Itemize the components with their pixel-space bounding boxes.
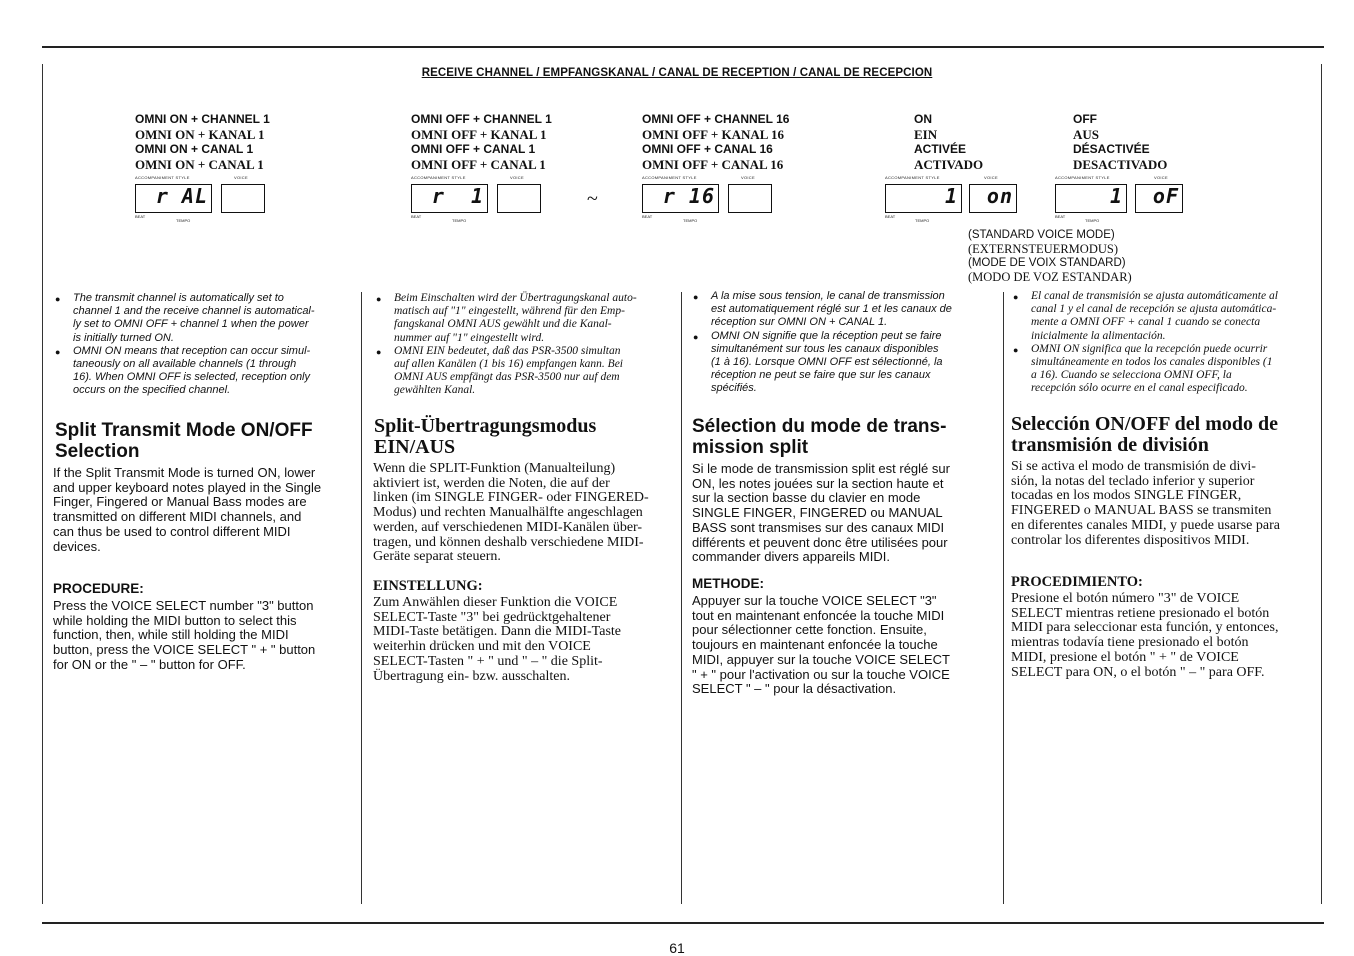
procedure-body-en — [53, 599, 315, 673]
mode-omni-on-ch1 — [135, 112, 270, 172]
mode-line: OMNI OFF + KANAL 1 — [411, 127, 547, 142]
body-line: controlar los diferentes dispositivos MIDI. — [1011, 532, 1250, 548]
bullet-line: A la mise sous tension, le canal de transmission — [711, 290, 945, 302]
body-line: and upper keyboard notes played in the Single — [53, 479, 322, 495]
mode-line: OMNI OFF + CHANNEL 1 — [411, 112, 552, 126]
body-line: différents et peuvent donc être utilisées pour — [692, 534, 948, 550]
body-line: MIDI-Taste betätigen. Dann die MIDI-Taste — [373, 624, 622, 640]
lcd-voice-display: oF — [1135, 184, 1183, 213]
bullet-line: OMNI EIN bedeutet, daß das PSR-3500 simultan — [394, 344, 621, 357]
lcd-display-omni-on — [135, 175, 275, 225]
body-line: SELECT-Taste "3" bei gedrücktgehaltener — [373, 609, 611, 625]
bullet-line: réception sur OMNI ON + CANAL 1. — [711, 316, 888, 329]
lcd-label-tempo: TEMPO — [915, 218, 930, 223]
body-line: SELECT " – " pour la désactivation. — [692, 681, 897, 697]
bullet-line: a 16). Cuando se selecciona OMNI OFF, la — [1031, 369, 1232, 382]
bullet-line: fangskanal OMNI AUS gewählt und die Kanal- — [394, 318, 612, 331]
mode-on — [914, 112, 983, 172]
mode-line: OFF — [1073, 112, 1097, 126]
mode-line: DÉSACTIVÉE — [1073, 142, 1150, 156]
body-line: Finger, Fingered or Manual Bass modes are — [53, 494, 307, 510]
body-line: Modus) und rechten Manualhälfte angeschlagen — [373, 505, 643, 521]
bullet-item: ● OMNI EIN bedeutet, daß das PSR-3500 simultan auf allen Kanälen (1 bis 16) empfangen kann. Bei OMNI AUS empfängt das PSR-3500 nur auf dem gewählten Kanal. — [376, 345, 676, 398]
lcd-label-accompaniment: ACCOMPANIMENT STYLE — [135, 175, 190, 180]
heading-line: Split-Übertragungsmodus — [374, 415, 597, 437]
heading-line: EIN/AUS — [374, 436, 456, 458]
lcd-display-omni-off-ch16 — [642, 175, 782, 225]
body-line: linken (im SINGLE FINGER- oder FINGERED- — [373, 490, 649, 506]
heading-line: mission split — [692, 437, 809, 458]
mode-off — [1073, 112, 1167, 172]
lcd-display-off — [1055, 175, 1195, 225]
body-line: BASS sont transmises sur des canaux MIDI — [692, 519, 945, 535]
procedure-body-fr — [692, 594, 950, 697]
page-title: RECEIVE CHANNEL / EMPFANGSKANAL / CANAL DE RECEPTION / CANAL DE RECEPCION — [421, 67, 933, 79]
lcd-segment-display: 1 — [885, 184, 962, 213]
body-line: for ON or the " – " button for OFF. — [53, 656, 246, 672]
bullet-line: OMNI AUS empfängt das PSR-3500 nur auf dem — [394, 371, 620, 384]
bullet-line: taneously on all available channels (1 through — [73, 358, 297, 371]
range-tilde: ~ — [587, 188, 598, 210]
body-line: Übertragung ein- bzw. ausschalten. — [373, 668, 570, 684]
bullet-line: spécifiés. — [711, 382, 757, 395]
mode-line: OMNI OFF + CHANNEL 16 — [642, 112, 790, 126]
body-line: en diferentes canales MIDI, y puede usarse para — [1011, 517, 1280, 533]
section-heading-en — [55, 420, 313, 462]
bullet-line: inicialmente la alimentación. — [1031, 329, 1166, 342]
bullet-line: OMNI ON signifie que la réception peut se faire — [711, 329, 942, 342]
mode-line: OMNI ON + CANAL 1 — [135, 157, 264, 172]
section-heading-de — [374, 416, 596, 458]
mode-line: OMNI OFF + CANAL 1 — [411, 142, 536, 156]
lcd-label-tempo: TEMPO — [683, 218, 698, 223]
lcd-label-accompaniment: ACCOMPANIMENT STYLE — [411, 175, 466, 180]
bullet-line: The transmit channel is automatically set to — [73, 292, 284, 304]
body-line: SELECT para ON, o el botón " – " para OFF. — [1011, 664, 1265, 680]
bullet-item: ● OMNI ON signifie que la réception peut se faire simultanément sur tous les canaux disponibles (1 à 16). Lorsque OMNI OFF est sélectionné, la réception ne peut se faire que sur les canaux spécifiés. — [693, 330, 998, 396]
bullet-list-fr — [693, 290, 998, 396]
body-line: while holding the MIDI button to select this — [53, 612, 297, 628]
bullet-line: 16). When OMNI OFF is selected, reception only — [73, 371, 310, 384]
mode-line: OMNI OFF + KANAL 16 — [642, 127, 784, 142]
section-body-en — [53, 466, 321, 554]
bullet-line: OMNI ON means that reception can occur simul- — [73, 344, 311, 357]
procedure-title-es: PROCEDIMIENTO: — [1011, 574, 1143, 590]
lcd-display-omni-off-ch1 — [411, 175, 551, 225]
bullet-line: simultanément sur tous les canaux disponibles — [711, 342, 939, 355]
bullet-line: réception ne peut se faire que sur les canaux — [711, 369, 931, 382]
body-line: Presione el botón número "3" de VOICE — [1011, 591, 1240, 606]
bullet-list-de — [376, 292, 676, 398]
lcd-voice-display — [728, 184, 772, 213]
lcd-label-voice: VOICE — [510, 175, 524, 180]
body-line: button, press the VOICE SELECT " + " button — [53, 642, 316, 658]
lcd-label-beat: BEAT — [642, 214, 653, 219]
mode-line: ACTIVADO — [914, 157, 984, 172]
note-line: (STANDARD VOICE MODE) — [968, 229, 1115, 241]
body-line: Appuyer sur la touche VOICE SELECT "3" — [692, 593, 937, 608]
bullet-item: ● El canal de transmisión se ajusta automáticamente al canal 1 y el canal de recepción se ajusta automática- mente a OMNI OFF + canal 1 cuando se conecta inicialmente la alimentación. — [1013, 290, 1318, 343]
heading-line: transmisión de división — [1011, 434, 1209, 456]
lcd-voice-display: on — [969, 184, 1017, 213]
mode-line: ON — [914, 112, 932, 126]
bullet-line: is initially turned ON. — [73, 331, 174, 344]
lcd-segment-display: r 1 — [411, 184, 488, 213]
bullet-line: (1 à 16). Lorsque OMNI OFF est sélectionné, la — [711, 356, 943, 369]
bullet-line: mente a OMNI OFF + canal 1 cuando se conecta — [1031, 316, 1261, 329]
body-line: Press the VOICE SELECT number "3" button — [53, 598, 314, 613]
lcd-label-voice: VOICE — [741, 175, 755, 180]
bullet-list-en — [55, 292, 355, 398]
procedure-body-es — [1011, 592, 1278, 680]
column-divider-1 — [361, 292, 362, 904]
bullet-line: matisch auf "1" eingestellt, während für den Emp- — [394, 305, 625, 318]
body-line: commander divers appareils MIDI. — [692, 549, 890, 565]
top-rule — [42, 46, 1324, 48]
body-line: FINGERED o MANUAL BASS se transmiten — [1011, 503, 1272, 519]
section-heading-es — [1011, 414, 1278, 456]
body-line: Si se activa el modo de transmisión de divi- — [1011, 459, 1256, 474]
procedure-title-fr: METHODE: — [692, 576, 764, 591]
body-line: SELECT mientras retiene presionado el botón — [1011, 605, 1270, 621]
lcd-label-voice: VOICE — [1154, 175, 1168, 180]
body-line: mientras todavía tiene presionado el botón — [1011, 635, 1249, 651]
heading-line: Selection — [55, 441, 140, 462]
body-line: If the Split Transmit Mode is turned ON, lower — [53, 465, 316, 480]
bullet-line: gewählten Kanal. — [394, 384, 476, 397]
body-line: transmitted on different MIDI channels, and — [53, 509, 302, 525]
section-body-de — [373, 462, 649, 565]
body-line: toujours en maintenant enfoncée la touche — [692, 637, 938, 653]
bullet-line: Beim Einschalten wird der Übertragungskanal auto- — [394, 292, 637, 304]
body-line: sur la section basse du clavier en mode — [692, 490, 921, 506]
body-line: Si le mode de transmission split est réglé sur — [692, 461, 950, 476]
lcd-label-beat: BEAT — [135, 214, 146, 219]
bullet-line: OMNI ON significa que la recepción puede ocurrir — [1031, 342, 1268, 355]
mode-line: OMNI ON + CANAL 1 — [135, 142, 254, 156]
bullet-line: ly set to OMNI OFF + channel 1 when the power — [73, 318, 309, 331]
lcd-voice-display — [221, 184, 265, 213]
body-line: can thus be used to control different MIDI — [53, 523, 291, 539]
body-line: sión, la notas del teclado inferior y superior — [1011, 473, 1255, 489]
bullet-item: ● The transmit channel is automatically set to channel 1 and the receive channel is automatical- ly set to OMNI OFF + channel 1 when the power is initially turned ON. — [55, 292, 355, 345]
note-line: (MODO DE VOZ ESTANDAR) — [968, 270, 1132, 284]
standard-mode-note — [968, 228, 1132, 284]
body-line: MIDI, presione el botón " + " de VOICE — [1011, 649, 1239, 665]
bullet-line: nummer auf "1" eingestellt wird. — [394, 331, 545, 344]
lcd-label-accompaniment: ACCOMPANIMENT STYLE — [1055, 175, 1110, 180]
bullet-item: ● OMNI ON significa que la recepción puede ocurrir simultáneamente en todos los canales disponibles (1 a 16). Cuando se selecciona OMNI OFF, la recepción sólo ocurre en el canal especificado. — [1013, 343, 1318, 396]
mode-line: ACTIVÉE — [914, 142, 967, 156]
procedure-title-en: PROCEDURE: — [53, 581, 144, 596]
bullet-list-es — [1013, 290, 1318, 396]
lcd-voice-display — [497, 184, 541, 213]
lcd-segment-display: r 16 — [642, 184, 719, 213]
body-line: ON, les notes jouées sur la section haute et — [692, 475, 944, 491]
bullet-item: ● OMNI ON means that reception can occur simul- taneously on all available channels (1 through 16). When OMNI OFF is selected, reception only occurs on the specified channel. — [55, 345, 355, 398]
bullet-line: simultáneamente en todos los canales disponibles (1 — [1031, 356, 1273, 369]
bullet-item: ● Beim Einschalten wird der Übertragungskanal auto- matisch auf "1" eingestellt, während für den Emp- fangskanal OMNI AUS gewählt und die Kanal- nummer auf "1" eingestellt wird. — [376, 292, 676, 345]
lcd-label-beat: BEAT — [1055, 214, 1066, 219]
lcd-segment-display: r AL — [135, 184, 212, 213]
lcd-label-accompaniment: ACCOMPANIMENT STYLE — [642, 175, 697, 180]
body-line: " + " pour l'activation ou sur la touche VOICE — [692, 666, 950, 682]
body-line: weiterhin drücken und mit den VOICE — [373, 639, 591, 655]
body-line: SINGLE FINGER, FINGERED ou MANUAL — [692, 505, 943, 521]
body-line: tragen, und können deshalb verschiedene MIDI- — [373, 534, 644, 550]
bullet-line: El canal de transmisión se ajusta automáticamente al — [1031, 290, 1278, 302]
heading-line: Selección ON/OFF del modo de — [1011, 413, 1279, 435]
mode-line: OMNI ON + CHANNEL 1 — [135, 112, 270, 126]
lcd-label-voice: VOICE — [984, 175, 998, 180]
note-line: (MODE DE VOIX STANDARD) — [968, 257, 1126, 269]
mode-omni-off-ch1 — [411, 112, 552, 172]
lcd-label-beat: BEAT — [885, 214, 896, 219]
bottom-rule — [42, 922, 1324, 924]
body-line: MIDI, appuyer sur la touche VOICE SELECT — [692, 651, 950, 667]
left-border — [42, 64, 43, 904]
lcd-label-accompaniment: ACCOMPANIMENT STYLE — [885, 175, 940, 180]
bullet-item: ● A la mise sous tension, le canal de transmission est automatiquement réglé sur 1 et les canaux de réception sur OMNI ON + CANAL 1. — [693, 290, 998, 330]
lcd-label-tempo: TEMPO — [1085, 218, 1100, 223]
heading-line: Split Transmit Mode ON/OFF — [55, 420, 313, 441]
column-divider-2 — [681, 292, 682, 904]
procedure-title-de: EINSTELLUNG: — [373, 578, 483, 594]
note-line: (EXTERNSTEUERMODUS) — [968, 242, 1118, 256]
mode-line: OMNI OFF + CANAL 16 — [642, 142, 773, 156]
bullet-line: est automatiquement réglé sur 1 et les canaux de — [711, 303, 952, 316]
lcd-label-tempo: TEMPO — [452, 218, 467, 223]
mode-line: OMNI OFF + CANAL 16 — [642, 157, 784, 172]
bullet-line: channel 1 and the receive channel is automatical- — [73, 305, 315, 318]
right-border — [1321, 64, 1322, 904]
body-line: pour sélectionner cette fonction. Ensuite, — [692, 622, 927, 638]
body-line: Zum Anwählen dieser Funktion die VOICE — [373, 595, 618, 610]
lcd-label-tempo: TEMPO — [176, 218, 191, 223]
body-line: SELECT-Tasten " + " und " – " die Split- — [373, 653, 603, 669]
mode-line: DESACTIVADO — [1073, 157, 1168, 172]
section-body-fr — [692, 462, 950, 565]
procedure-body-de — [373, 596, 621, 684]
lcd-label-voice: VOICE — [234, 175, 248, 180]
lcd-display-on — [885, 175, 1025, 225]
mode-omni-off-ch16 — [642, 112, 789, 172]
mode-line: AUS — [1073, 127, 1100, 142]
bullet-line: occurs on the specified channel. — [73, 384, 231, 397]
body-line: werden, auf verschiedenen MIDI-Kanälen über- — [373, 519, 643, 535]
mode-line: OMNI ON + KANAL 1 — [135, 127, 265, 142]
lcd-segment-display: 1 — [1055, 184, 1127, 213]
body-line: tocadas en los modos SINGLE FINGER, — [1011, 488, 1242, 504]
section-body-es — [1011, 460, 1280, 548]
heading-line: Sélection du mode de trans- — [692, 416, 947, 437]
body-line: Wenn die SPLIT-Funktion (Manualteilung) — [373, 461, 616, 476]
body-line: MIDI para seleccionar esta función, y entonces, — [1011, 620, 1279, 636]
bullet-line: auf allen Kanälen (1 bis 16) empfangen kann. Bei — [394, 358, 624, 371]
section-heading-fr — [692, 416, 946, 458]
mode-line: EIN — [914, 127, 938, 142]
column-divider-3 — [1003, 292, 1004, 904]
body-line: function, then, while still holding the MIDI — [53, 627, 289, 643]
bullet-line: recepción sólo ocurre en el canal especificado. — [1031, 382, 1248, 395]
body-line: tout en maintenant enfoncée la touche MIDI — [692, 607, 945, 623]
page-number: 61 — [669, 940, 685, 956]
body-line: aktiviert ist, werden die Noten, die auf der — [373, 475, 610, 491]
body-line: Geräte separat steuern. — [373, 549, 501, 565]
body-line: devices. — [53, 538, 101, 554]
bullet-line: canal 1 y el canal de recepción se ajusta automática- — [1031, 303, 1277, 316]
lcd-label-beat: BEAT — [411, 214, 422, 219]
mode-line: OMNI OFF + CANAL 1 — [411, 157, 546, 172]
